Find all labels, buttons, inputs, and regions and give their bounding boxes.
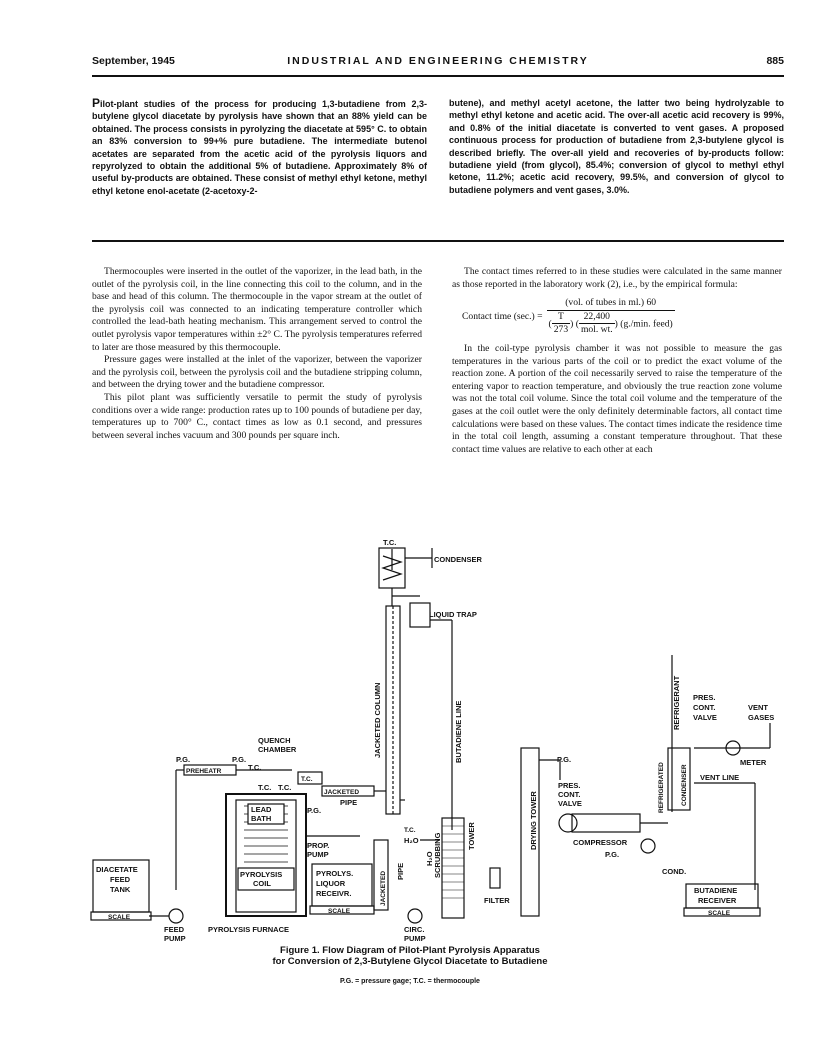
feed-pump xyxy=(169,909,183,923)
liquor-label: LIQUOR xyxy=(316,879,346,888)
page-number: 885 xyxy=(766,55,784,67)
paragraph: In the coil-type pyrolysis chamber it was not possible to measure the gas temperatures in the various parts of the coil or to predict the exact volume of the reaction zone. A portion of the coil necessarily served to raise the temperature of the entering vapor to reaction temperature, and obviously the true reaction zone volume was not the total coil volume. Since the total coil volume and the temperature of the gases at the coil outlet were the only definitely determinable factors, all contact time calculations were based on these values. The contact times indicate the residence time in the total coil length, assuming a constant temperature throughout. That these contact time values are relative to each other at each xyxy=(452,342,782,455)
condenser-label: CONDENSER xyxy=(434,555,482,564)
tc-label-a: T.C. xyxy=(258,783,272,792)
pyrolys-label: PYROLYS. xyxy=(316,869,354,878)
jacketed-label: JACKETED xyxy=(380,870,387,906)
cont-label: CONT. xyxy=(693,703,716,712)
tc-label-top: T.C. xyxy=(383,538,397,547)
liquid-trap-label: LIQUID TRAP xyxy=(429,610,477,619)
liquid-trap xyxy=(410,603,430,627)
refrigerant-label: REFRIGERANT xyxy=(672,675,681,730)
paragraph: This pilot plant was sufficiently versatile to permit the study of pyrolysis conditions over a wide range: production rates up to 100 pounds of butadiene per day, temperatures up to 700° C., contact times as low as 0.1 second, and pressures between several inches vacuum and 300 pounds per square inch. xyxy=(92,391,422,441)
tc-label-b: T.C. xyxy=(278,783,292,792)
jacketed-pipe-label: JACKETED xyxy=(324,789,360,796)
paragraph: The contact times referred to in these studies were calculated in the same manner as those reported in the laboratory work (2), i.e., by the empirical formula: xyxy=(452,266,782,290)
tc-label-column: T.C. xyxy=(404,827,416,834)
pg-label-compressor: P.G. xyxy=(605,850,620,859)
formula-denominator: ( $\frac{T}{273}$ ) ( $\frac{22,400}{\text{mol. wt.}}$ ) (g./min. feed) xyxy=(548,310,673,336)
circ-pump-label: PUMP xyxy=(404,934,426,943)
chamber-label: CHAMBER xyxy=(258,745,297,754)
coil-label: COIL xyxy=(253,879,271,888)
butadiene-line-label: BUTADIENE LINE xyxy=(454,700,463,763)
pg-label: P.G. xyxy=(307,806,322,815)
figure-legend: P.G. = pressure gage; T.C. = thermocouple xyxy=(340,978,480,985)
abstract-left-text: ilot-plant studies of the process for producing 1,3-butadiene from 2,3-butylene glycol diacetate by pyrolysis have shown that an 88% yield can be obtained. The process consists in pyrolyzing the diacetate at 595° C. to obtain an 83% conversion to 99+% pure butadiene. The intermediate butenol acetates are separated from the acetic acid of the pyrolysis liquors and repyrolyzed to obtain the additional 5% of butadiene. Approximately 8% of useful by-products are obtained. These consist of methyl ethyl ketone, methyl ethyl ketone enol-acetate (2-acetoxy-2- xyxy=(92,99,427,196)
scrubbing-trays xyxy=(442,826,464,898)
pump-label: PUMP xyxy=(307,850,329,859)
formula-numerator: (vol. of tubes in ml.) 60 xyxy=(547,297,675,311)
pg-label: P.G. xyxy=(176,755,191,764)
tank-label: TANK xyxy=(110,885,131,894)
filter-label: FILTER xyxy=(484,896,510,905)
refrigerated-label: REFRIGERATED xyxy=(658,762,665,813)
diacetate-label: DIACETATE xyxy=(96,865,138,874)
pg-label: P.G. xyxy=(232,755,247,764)
caption-line-1: Figure 1. Flow Diagram of Pilot-Plant Pyrolysis Apparatus xyxy=(280,945,540,956)
t-num: T xyxy=(552,311,570,325)
scale-label-receiver: SCALE xyxy=(708,910,731,917)
cond-label: COND. xyxy=(662,867,687,876)
filter xyxy=(490,868,500,888)
abstract-right: butene), and methyl acetyl acetone, the latter two being hydrolyzable to methyl ethyl ketone and acetic acid. The over-all acetic acid recovery is 99%, and 0.8% of the initial diacetate is converted to vent gases. A proposed continuous process for production of butadiene from 2,3-butylene glycol is described briefly. The over-all yield and recoveries of by-products follow: butadiene yield (from glycol), 85.4%; conversion of glycol to methyl ethyl ketone, 11.2%; acetic acid recovery, 99.5%, and conversion of glycol to butadiene polymers and vent gases, 3.0%. xyxy=(449,98,784,195)
meter-label: METER xyxy=(740,758,767,767)
valve-label: VALVE xyxy=(693,713,717,722)
preheater-label: PREHEATR xyxy=(186,768,222,775)
pres-label: PRES. xyxy=(693,693,716,702)
receiver-label: RECEIVER xyxy=(698,896,737,905)
v-num: 22,400 xyxy=(579,311,615,325)
condenser-small-label: CONDENSER xyxy=(681,764,688,806)
quench-label: QUENCH xyxy=(258,736,291,745)
bath-label: BATH xyxy=(251,814,272,823)
tc-box-label: T.C. xyxy=(301,776,313,783)
compressor-label: COMPRESSOR xyxy=(573,838,628,847)
formula-lhs: Contact time (sec.) = xyxy=(462,310,543,322)
prop-label: PROP. xyxy=(307,841,330,850)
feed-label: FEED xyxy=(110,875,131,884)
gases-label: GASES xyxy=(748,713,775,722)
abstract-dropcap: P xyxy=(92,96,101,110)
compressor-wheel xyxy=(559,814,577,832)
pres-label-mid: PRES. xyxy=(558,781,581,790)
scrubbing-label: SCRUBBING xyxy=(433,832,442,878)
tower-label: TOWER xyxy=(467,822,476,850)
pg-label: P.G. xyxy=(557,755,572,764)
h2o-label: H₂O xyxy=(404,836,419,845)
tc-label-preheater: T.C. xyxy=(248,763,262,772)
receivr-label: RECEIVR. xyxy=(316,889,352,898)
pyrolysis-furnace-label: PYROLYSIS FURNACE xyxy=(208,925,289,934)
scrubbing-tower xyxy=(442,818,464,918)
compressor-body xyxy=(572,814,640,832)
scale-label: SCALE xyxy=(328,908,351,915)
t-den: 273 xyxy=(553,324,569,336)
cont-label-mid: CONT. xyxy=(558,790,581,799)
jacketed-column-label: JACKETED COLUMN xyxy=(373,682,382,758)
issue-date: September, 1945 xyxy=(92,55,175,67)
scale-label-feed: SCALE xyxy=(108,914,131,921)
pipe-label: PIPE xyxy=(340,798,358,807)
valve-label-mid: VALVE xyxy=(558,799,582,808)
compressor-gauge xyxy=(641,839,655,853)
formula-tail: (g./min. feed) xyxy=(620,318,673,330)
feed-pump-label-1: FEED xyxy=(164,925,185,934)
figure-caption xyxy=(130,945,690,967)
drying-tower-label: DRYING TOWER xyxy=(529,791,538,850)
caption-line-2: for Conversion of 2,3-Butylene Glycol Diacetate to Butadiene xyxy=(272,956,548,967)
butadiene-label: BUTADIENE xyxy=(694,886,738,895)
feed-pump-label-2: PUMP xyxy=(164,934,186,943)
journal-title: INDUSTRIAL AND ENGINEERING CHEMISTRY xyxy=(287,55,589,67)
pyrolysis-label: PYROLYSIS xyxy=(240,870,283,879)
pipe-vertical-label: PIPE xyxy=(396,862,405,880)
circ-label: CIRC. xyxy=(404,925,425,934)
paragraph: Thermocouples were inserted in the outlet of the vaporizer, in the lead bath, in the outlet of the pyrolysis coil, in the line connecting this coil to the column, and in the base and head of this column. The thermocouple in the vapor stream at the outlet of the pyrolysis coil was connected to an indicating temperature controller which controlled the lead-bath heating mechanism. This arrangement served to control the outlet pyrolysis vapor temperatures within ±2° C. The pyrolysis temperatures referred to later are those measured by this thermocouple. xyxy=(92,266,422,353)
paragraph: Pressure gages were installed at the inlet of the vaporizer, between the vaporizer and the pyrolysis coil, between the pyrolysis coil and the butadiene stripping column, and between the drying tower and the butadiene compressor. xyxy=(92,354,422,391)
h2o-label-vertical: H₂O xyxy=(425,851,434,866)
circ-pump xyxy=(408,909,422,923)
lead-label: LEAD xyxy=(251,805,272,814)
vent-label: VENT xyxy=(748,703,769,712)
v-den: mol. wt. xyxy=(580,324,613,336)
vent-line-label: VENT LINE xyxy=(700,773,740,782)
